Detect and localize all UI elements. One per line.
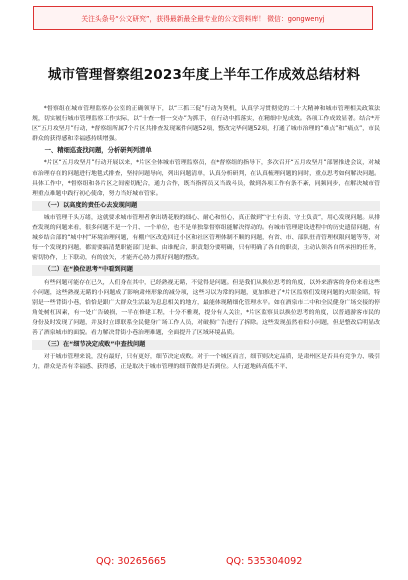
qq-contact-1: QQ: 30265665 [96, 556, 167, 567]
section-heading-1: 一、精细巡查找问题，分析研判列清单 [44, 147, 152, 155]
subheading-3: （三）在“细节决定成败”中查找问题 [32, 340, 380, 350]
paragraph-4: 对于城市管理来说，没有最好，只有更好，细节决定成败。对于一个城区而言，细节则决定品质，是肃州区是否具有竞争力、吸引力，群众是否有幸福感、获得感，正是取决于城市管理的细节做得是否到位。人行道地砖高低不平、 [32, 354, 380, 371]
contact-footer [0, 551, 408, 573]
promo-banner[interactable]: 关注头条号“公文研究”，获得最新最全最专业的公文资料库！ 微信：gongwenyj [33, 6, 373, 30]
intro-paragraph: *督察组在城市管理监察办公室的正确领导下，以“三抓三促”行动为契机，认真学习贯彻党的二十大精神和城市管理相关政策法规，切实履行城市管理监察工作实际，以“十查一督一交办”为抓手，在行动中抓落实，在精细中见成效。各项工作成效显著。结合*开区“五月攻坚月”行动，*督察组所属7个片区共排查发现案件问题52项，整改完毕问题52项，打通了城市治理的“难点”和“痛点”，市民群众的获得感和幸福感持续增强。 [32, 106, 380, 143]
paragraph-1: *片区“五月攻坚月”行动开展以来，*片区全体城市管理监察员，在*督察组的指导下，多次召开“五月攻坚月”部署推进会议，对城市治理存在的问题进行地毯式排查，坚持问题导向，列出问题清单，认真分析研判，在认真梳理问题的同时，重点思考如何解决问题。具体工作中，*督察组和各片区之间密切配合，通力合作，既当指挥员又当战斗员，做到各项工作有条不紊，同频同步，在解决城市管理重点难题中践行初心使命，努力当好城市管家。 [32, 160, 380, 197]
page-title: 城市管理督察组2023年度上半年工作成效总结材料 [47, 67, 361, 83]
qq-contact-2: QQ: 535304092 [226, 556, 303, 567]
paragraph-3: 有些问题可能存在已久，人们身在其中，已经熟视无睹，不觉得是问题。但是我们从换位思考的角度，以外来游客的身份来看这些小问题，这些熟视无睹的小问题成了影响肃州形象的减分项，这些习以为常的问题，更加推进了*片区监察们发现问题的火眼金睛，特别是一些背街小巷，恰恰是跟广大群众生活最为息息相关的地方，最能体现精细化管理水平。如在酒泉市二中和全民健身广场交接的停角处树杠因素，有一处广告破损，一半在修建工程，十分不雅观，提分有人关注，*片区监察员以换位思考的角度，以普通游客市民的身份及时发现了问题，并及时立即联系全民健身广场工作人员，对破损广告进行了拆除。这些发现虽然看似小问题，但是整改后明显改善了酒泉城市的面貌。看力解决背街小巷治理难题，全面提升了区域环境品质。 [32, 279, 380, 336]
document-body [32, 104, 380, 374]
subheading-2: （二）在“换位思考”中看到问题 [32, 265, 380, 275]
paragraph-2: 城市管理千头万绪，这就要求城市管理者拿出绣花般的细心、耐心和恒心，真正做到“守土有责、守土负责”，用心发现问题。从排查发现的问题来看，很多问题不是一个月、一个单位，也不是单独靠督察组能解决得动的。有城市管理建设进程中的历史遗留问题，有城乡结合部的“城中村”环境治理问题，有棚户区改造回迁小区和社区管理体制不顺的问题，有省、市、部队驻青管理权限问题等等，对每一个发现的问题，都需要搞清楚职能部门是谁、由谁配合，职责划分要明确，只有明确了各自的职责，主动认领各自所承担的任务，密切协作，上下联动，有的放矢，才能齐心协力抓好问题的整改。 [32, 214, 380, 262]
subheading-1: （一）以高度的责任心去发现问题 [32, 201, 380, 211]
